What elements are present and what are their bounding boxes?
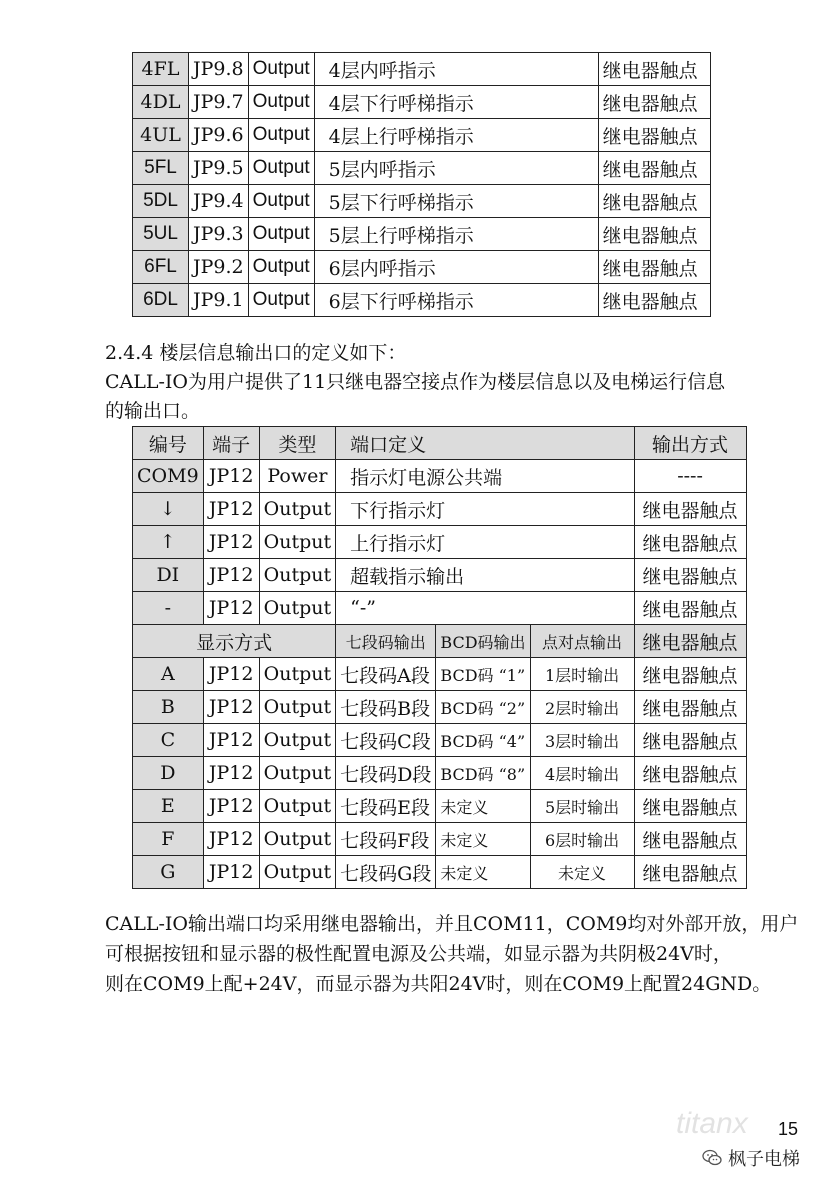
cell-type: Output [248, 218, 314, 251]
cell-id: COM9 [133, 460, 204, 493]
table-row [133, 823, 747, 856]
header-id: 编号 [133, 427, 204, 460]
cell-id: A [133, 658, 204, 691]
cell-pin: JP12 [203, 559, 259, 592]
cell-def: 5层上行呼梯指示 [314, 218, 598, 251]
header-pin: 端子 [203, 427, 259, 460]
cell-id: 4FL [133, 53, 189, 86]
table-row [133, 284, 711, 317]
cell-out: 继电器触点 [598, 284, 710, 317]
cell-def: 下行指示灯 [336, 493, 634, 526]
cell-def: 4层内呼指示 [314, 53, 598, 86]
wechat-icon [702, 1149, 722, 1167]
cell-seg: 七段码C段 [336, 724, 436, 757]
cell-def: 4层下行呼梯指示 [314, 86, 598, 119]
subheader-mode: 显示方式 [133, 625, 336, 658]
cell-out: 继电器触点 [634, 724, 746, 757]
cell-out: 继电器触点 [634, 658, 746, 691]
table-row [133, 251, 711, 284]
cell-id: 5DL [133, 185, 189, 218]
cell-bcd: 未定义 [436, 823, 530, 856]
cell-seg: 七段码D段 [336, 757, 436, 790]
cell-dot: 5层时输出 [530, 790, 634, 823]
cell-type: Output [259, 526, 335, 559]
cell-pin: JP12 [203, 460, 259, 493]
cell-pin: JP9.3 [189, 218, 249, 251]
cell-type: Output [248, 119, 314, 152]
cell-id: 5FL [133, 152, 189, 185]
cell-pin: JP12 [203, 592, 259, 625]
table-row [133, 691, 747, 724]
cell-id: - [133, 592, 204, 625]
cell-out: 继电器触点 [634, 856, 746, 889]
cell-seg: 七段码F段 [336, 823, 436, 856]
subheader-seg: 七段码输出 [336, 625, 436, 658]
cell-pin: JP9.8 [189, 53, 249, 86]
cell-pin: JP12 [203, 493, 259, 526]
cell-pin: JP12 [203, 790, 259, 823]
cell-def: “-” [336, 592, 634, 625]
cell-out: 继电器触点 [598, 152, 710, 185]
cell-pin: JP9.1 [189, 284, 249, 317]
cell-out: 继电器触点 [598, 218, 710, 251]
table-row [133, 757, 747, 790]
intro-line-2: 的输出口。 [105, 400, 201, 422]
output-table-1 [132, 52, 711, 317]
table-header-row [133, 427, 747, 460]
cell-type: Output [259, 856, 335, 889]
cell-dot: 2层时输出 [530, 691, 634, 724]
cell-out: 继电器触点 [634, 592, 746, 625]
cell-seg: 七段码B段 [336, 691, 436, 724]
header-def: 端口定义 [336, 427, 634, 460]
table-row [133, 493, 747, 526]
cell-pin: JP12 [203, 856, 259, 889]
table-row [133, 460, 747, 493]
table-row [133, 790, 747, 823]
cell-def: 4层上行呼梯指示 [314, 119, 598, 152]
cell-id: 4DL [133, 86, 189, 119]
section-heading: 2.4.4 楼层信息输出口的定义如下： [105, 342, 407, 364]
cell-bcd: 未定义 [436, 790, 530, 823]
cell-type: Output [259, 790, 335, 823]
cell-id: 6FL [133, 251, 189, 284]
cell-type: Output [259, 592, 335, 625]
cell-type: Power [259, 460, 335, 493]
cell-dot: 3层时输出 [530, 724, 634, 757]
cell-pin: JP12 [203, 526, 259, 559]
brand-mark [702, 1145, 800, 1171]
output-table-2 [132, 426, 747, 889]
table-row [133, 86, 711, 119]
cell-pin: JP9.4 [189, 185, 249, 218]
cell-out: 继电器触点 [598, 86, 710, 119]
header-out: 输出方式 [634, 427, 746, 460]
cell-out: 继电器触点 [598, 53, 710, 86]
cell-id: DI [133, 559, 204, 592]
cell-out: 继电器触点 [634, 691, 746, 724]
cell-type: Output [259, 493, 335, 526]
cell-type: Output [248, 284, 314, 317]
cell-bcd: 未定义 [436, 856, 530, 889]
cell-pin: JP12 [203, 658, 259, 691]
cell-type: Output [259, 691, 335, 724]
cell-out: ---- [634, 460, 746, 493]
cell-type: Output [259, 559, 335, 592]
cell-type: Output [259, 823, 335, 856]
cell-seg: 七段码G段 [336, 856, 436, 889]
cell-bcd: BCD码 “8” [436, 757, 530, 790]
watermark: titanx [676, 1107, 748, 1140]
cell-def: 上行指示灯 [336, 526, 634, 559]
cell-pin: JP12 [203, 724, 259, 757]
cell-type: Output [259, 757, 335, 790]
cell-def: 6层下行呼梯指示 [314, 284, 598, 317]
cell-out: 继电器触点 [634, 757, 746, 790]
cell-def: 5层下行呼梯指示 [314, 185, 598, 218]
table-row [133, 185, 711, 218]
table-row [133, 592, 747, 625]
cell-id: D [133, 757, 204, 790]
cell-pin: JP9.6 [189, 119, 249, 152]
brand-label: 枫子电梯 [728, 1149, 800, 1170]
cell-type: Output [248, 251, 314, 284]
table-row [133, 658, 747, 691]
table-row [133, 559, 747, 592]
cell-def: 指示灯电源公共端 [336, 460, 634, 493]
cell-pin: JP9.2 [189, 251, 249, 284]
cell-type: Output [248, 152, 314, 185]
subheader-bcd: BCD码输出 [436, 625, 530, 658]
cell-dot: 1层时输出 [530, 658, 634, 691]
cell-id: 5UL [133, 218, 189, 251]
cell-id: E [133, 790, 204, 823]
footer-line-1: CALL-IO输出端口均采用继电器输出，并且COM11，COM9均对外部开放，用户 [105, 913, 799, 935]
cell-id: 4UL [133, 119, 189, 152]
table-row [133, 526, 747, 559]
cell-out: 继电器触点 [634, 559, 746, 592]
cell-def: 6层内呼指示 [314, 251, 598, 284]
cell-type: Output [248, 185, 314, 218]
cell-dot: 6层时输出 [530, 823, 634, 856]
cell-id: ↓ [133, 493, 204, 526]
cell-out: 继电器触点 [634, 790, 746, 823]
cell-pin: JP12 [203, 823, 259, 856]
cell-out: 继电器触点 [598, 119, 710, 152]
footer-line-3: 则在COM9上配+24V，而显示器为共阳24V时，则在COM9上配置24GND。 [105, 973, 772, 995]
intro-line-1: CALL-IO为用户提供了11只继电器空接点作为楼层信息以及电梯运行信息 [105, 371, 726, 393]
cell-type: Output [248, 86, 314, 119]
subheader-out: 继电器触点 [634, 625, 746, 658]
cell-id: G [133, 856, 204, 889]
cell-out: 继电器触点 [634, 823, 746, 856]
cell-id: 6DL [133, 284, 189, 317]
cell-out: 继电器触点 [598, 251, 710, 284]
cell-dot: 未定义 [530, 856, 634, 889]
subheader-row [133, 625, 747, 658]
table-row [133, 724, 747, 757]
cell-seg: 七段码A段 [336, 658, 436, 691]
cell-bcd: BCD码 “4” [436, 724, 530, 757]
table-row [133, 53, 711, 86]
cell-pin: JP9.5 [189, 152, 249, 185]
cell-type: Output [248, 53, 314, 86]
cell-pin: JP12 [203, 757, 259, 790]
cell-id: F [133, 823, 204, 856]
cell-bcd: BCD码 “2” [436, 691, 530, 724]
cell-id: B [133, 691, 204, 724]
cell-pin: JP9.7 [189, 86, 249, 119]
cell-out: 继电器触点 [634, 493, 746, 526]
cell-def: 5层内呼指示 [314, 152, 598, 185]
page-number: 15 [778, 1119, 799, 1139]
table-row [133, 152, 711, 185]
cell-pin: JP12 [203, 691, 259, 724]
cell-type: Output [259, 658, 335, 691]
subheader-dot: 点对点输出 [530, 625, 634, 658]
cell-dot: 4层时输出 [530, 757, 634, 790]
cell-out: 继电器触点 [634, 526, 746, 559]
cell-bcd: BCD码 “1” [436, 658, 530, 691]
header-type: 类型 [259, 427, 335, 460]
table-row [133, 218, 711, 251]
cell-id: C [133, 724, 204, 757]
table-row [133, 856, 747, 889]
cell-def: 超载指示输出 [336, 559, 634, 592]
cell-seg: 七段码E段 [336, 790, 436, 823]
footer-line-2: 可根据按钮和显示器的极性配置电源及公共端，如显示器为共阴极24V时， [105, 943, 732, 965]
table-row [133, 119, 711, 152]
cell-out: 继电器触点 [598, 185, 710, 218]
cell-id: ↑ [133, 526, 204, 559]
cell-type: Output [259, 724, 335, 757]
